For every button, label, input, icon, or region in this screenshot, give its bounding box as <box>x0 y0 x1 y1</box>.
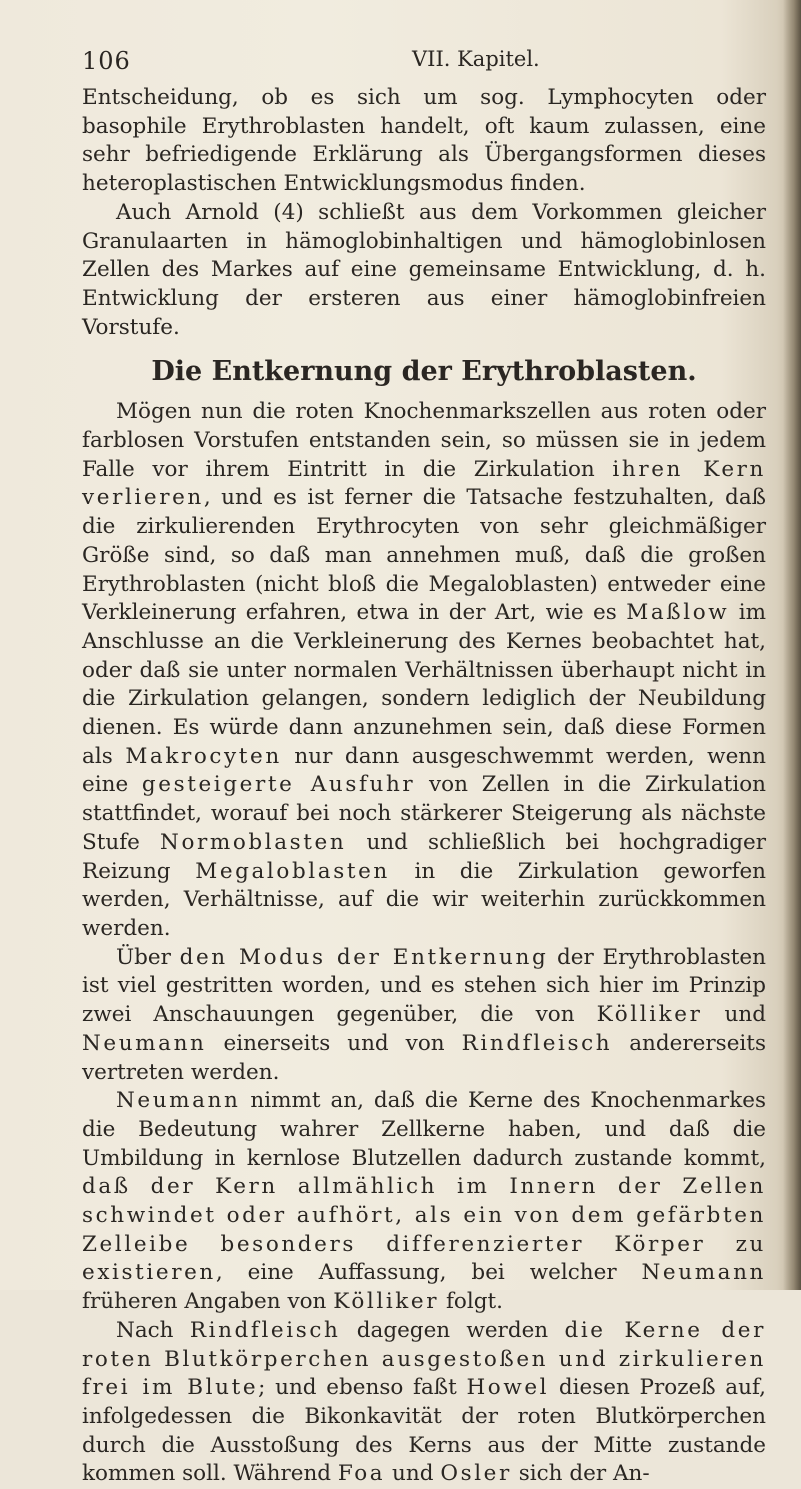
section-paragraph-4 <box>82 1317 766 1489</box>
text-run: Nach <box>116 1317 190 1343</box>
spaced-emphasis: Maßlow <box>626 600 730 626</box>
text-run: früheren Angaben von <box>82 1289 334 1315</box>
text-run: von Zellen in die Zirkulation stattfindet, worauf bei noch stärkerer Steigerung als nächste Stufe <box>82 772 766 855</box>
page-number: 106 <box>82 47 131 75</box>
spaced-emphasis: Osler <box>440 1461 512 1487</box>
body-text <box>82 84 766 1489</box>
text-run: und <box>385 1461 441 1487</box>
text-run: nimmt an, daß die Kerne des Knochenmarkes die Bedeutung wahrer Zellkerne haben, und daß die Umbildung in kernlose Blutzellen dadurch zustande kommt, <box>82 1088 766 1171</box>
spaced-emphasis: Neumann <box>641 1260 766 1286</box>
spaced-emphasis: Makrocyten <box>125 743 282 769</box>
spaced-emphasis: Kölliker <box>596 1002 703 1028</box>
text-run: , und es ist ferner die Tatsache festzuhalten, daß die zirkulierenden Erythrocyten von sehr gleichmäßiger Größe sind, so daß man annehmen muß, daß die großen Erythroblasten (nicht bloß die Megaloblasten) entweder eine Verkleinerung erfahren, etwa in der Art, wie es <box>82 485 766 626</box>
spaced-emphasis: Howel <box>466 1375 550 1401</box>
text-run: Über <box>116 944 180 970</box>
text-run: nur dann ausgeschwemmt werden, wenn eine <box>82 743 766 798</box>
section-paragraph-3 <box>82 1087 766 1317</box>
spaced-emphasis: Normoblasten <box>160 829 347 855</box>
page-edge-shadow <box>783 0 801 1290</box>
spaced-emphasis: gesteigerte Ausfuhr <box>141 772 416 798</box>
text-run: andererseits vertreten werden. <box>82 1030 766 1085</box>
text-run: einerseits und von <box>206 1030 462 1056</box>
text-run: ; und ebenso faßt <box>258 1375 467 1401</box>
section-paragraph-2 <box>82 944 766 1088</box>
spaced-emphasis: ihren Kern verlieren <box>82 456 766 511</box>
spaced-emphasis: Rindfleisch <box>461 1030 613 1056</box>
spaced-emphasis: Kölliker <box>333 1289 440 1315</box>
text-run: , eine Auffassung, bei welcher <box>215 1260 642 1286</box>
spaced-emphasis: daß der Kern allmählich im Innern der Zellen schwindet oder aufhört, als ein von dem gefärbten Zelleibe besonders differenzierter Körper zu existieren <box>82 1174 766 1286</box>
spaced-emphasis: Foa <box>337 1461 386 1487</box>
page-header <box>82 47 762 83</box>
section-heading: Die Entkernung der Erythroblasten. <box>151 356 697 388</box>
text-run: diesen Prozeß auf, infolgedessen die Bikonkavität der roten Blutkörperchen durch die Ausstoßung des Kerns aus der Mitte zustande kommen soll. Während <box>82 1375 766 1487</box>
text-run: im Anschlusse an die Verkleinerung des Kernes beobachtet hat, oder daß sie unter normalen Verhältnissen überhaupt nicht in die Zirkulation gelangen, sondern lediglich der Neubildung dienen. Es würde dann anzunehmen sein, daß diese Formen als <box>82 600 766 769</box>
running-head: VII. Kapitel. <box>412 47 540 71</box>
spaced-emphasis: Rindfleisch <box>189 1317 341 1343</box>
text-run: sich der An- <box>511 1461 650 1487</box>
spaced-emphasis: Neumann <box>82 1030 207 1056</box>
text-run: der Erythroblasten ist viel gestritten worden, und es stehen sich hier im Prinzip zwei Anschauungen gegenüber, die von <box>82 944 767 1028</box>
paragraph-1: Entscheidung, ob es sich um sog. Lymphocyten oder basophile Erythroblasten handelt, oft kaum zulassen, eine sehr befriedigende Erklärung als Übergangsformen dieses heteroplastischen Entwicklungsmodus finden. <box>82 85 766 197</box>
text-run: folgt. <box>439 1289 503 1315</box>
spaced-emphasis: Megaloblasten <box>195 858 390 884</box>
text-run: und schließlich bei hochgradiger Reizung <box>82 829 766 884</box>
text-run: und <box>702 1002 766 1028</box>
text-run: Mögen nun die roten Knochenmarkszellen aus roten oder farblosen Vorstufen entstanden sein, so müssen sie in jedem Falle vor ihrem Eintritt in die Zirkulation <box>82 399 766 482</box>
spaced-emphasis: Neumann <box>116 1088 241 1114</box>
paragraph-2: Auch Arnold (4) schließt aus dem Vorkommen gleicher Granulaarten in hämoglobinhaltigen und hämoglobinlosen Zellen des Markes auf eine gemeinsame Entwicklung, d. h. Entwicklung der ersteren aus einer hämoglobinfreien Vorstufe. <box>82 199 766 340</box>
text-run: dagegen werden <box>340 1317 565 1343</box>
section-paragraph-1 <box>82 398 766 943</box>
spaced-emphasis: den Modus der Entkernung <box>179 944 549 970</box>
spaced-emphasis: die Kerne der roten Blutkörperchen ausgestoßen und zirkulieren frei im Blute <box>82 1317 767 1401</box>
text-run: in die Zirkulation geworfen werden, Verhältnisse, auf die wir weiterhin zurückkommen werden. <box>82 858 767 941</box>
